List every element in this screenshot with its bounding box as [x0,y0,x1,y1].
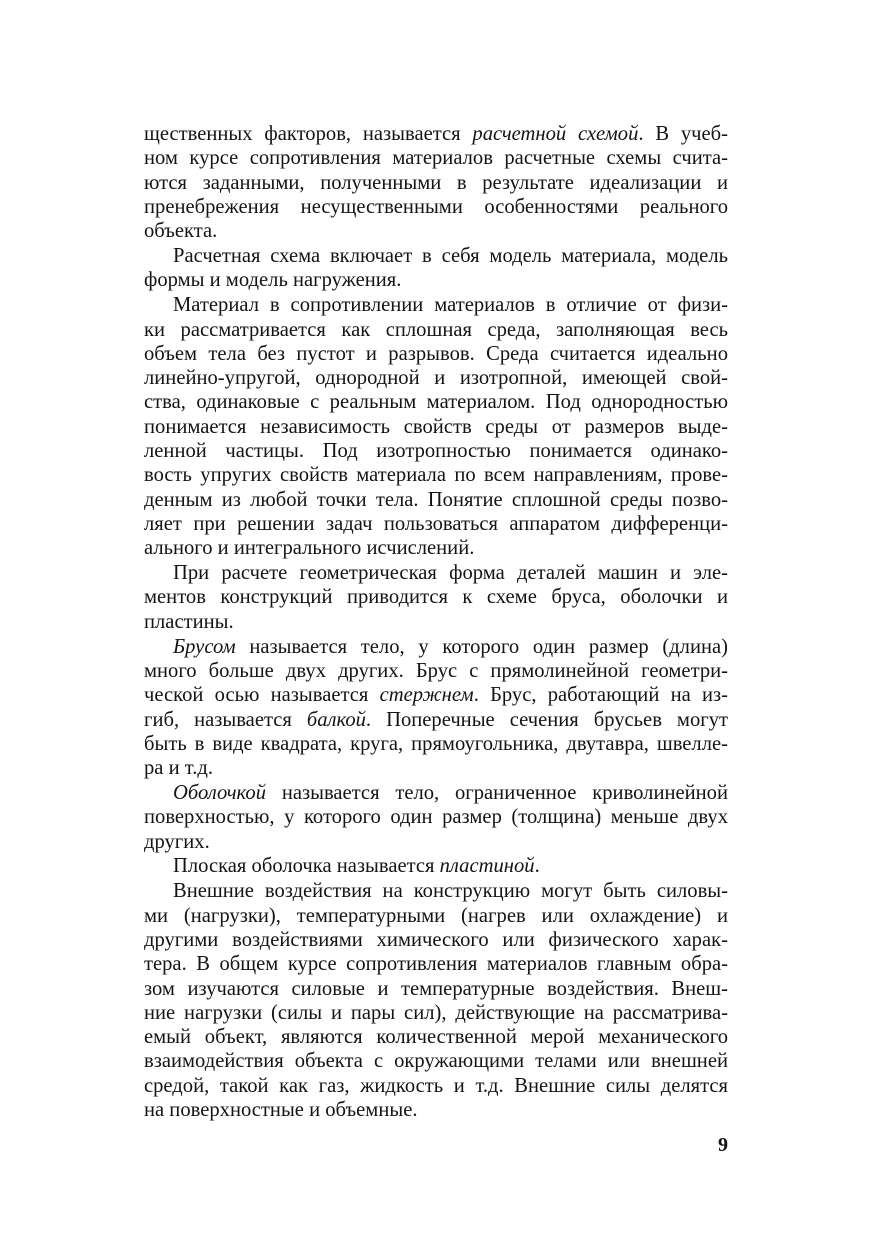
text-line [144,342,728,366]
text-line [144,952,728,976]
text-run: тера. В общем курсе сопротивления материалов главным обра- [144,953,728,976]
paragraph [144,854,728,878]
text-line [144,879,728,903]
text-run: формы и модель нагружения. [144,269,402,292]
text-run: ми (нагрузки), температурными (нагрев или охлаждение) и [144,904,728,927]
text-line [144,244,728,268]
text-line [144,512,728,536]
text-run: ческой осью называется [144,684,380,707]
text-line [144,439,728,463]
text-run: ки рассматривается как сплошная среда, заполняющая весь [144,318,728,341]
text-run: щественных факторов, называется [144,123,473,145]
text-line [144,536,728,560]
text-line [144,366,728,390]
paragraph [144,244,728,293]
text-run: средой, такой как газ, жидкость и т.д. Внешние силы делятся [144,1074,728,1097]
text-run: ленной частицы. Под изотропностью понимается одинако- [144,440,728,463]
text-line [144,1098,728,1122]
page-number: 9 [718,1134,728,1156]
text-run: пренебрежения несущественными особенностями реального [144,195,728,218]
text-run: на поверхностные и объемные. [144,1099,418,1122]
text-line [144,756,728,780]
text-line [144,1025,728,1049]
text-run: ального и интегрального исчислений. [144,537,475,560]
text-run: линейно-упругой, однородной и изотропной, имеющей свой- [144,367,728,390]
text-run: . Брус, работающий на из- [473,684,728,707]
italic-term: Оболочкой [173,781,267,804]
italic-term: пластиной [439,855,535,878]
page-body [144,122,728,1122]
text-line [144,1049,728,1073]
text-run: Внешние воздействия на конструкцию могут быть силовы- [173,880,728,903]
text-run: быть в виде квадрата, круга, прямоугольника, двутавра, швелле- [144,732,728,755]
text-line [144,854,728,878]
text-run: денным из любой точки тела. Понятие сплошной среды позво- [144,488,728,511]
text-run: Расчетная схема включает в себя модель материала, модель [173,245,728,268]
text-run: При расчете геометрическая форма деталей машин и эле- [173,562,728,585]
text-run: емый объект, являются количественной мерой механического [144,1026,728,1049]
paragraph [144,781,728,854]
text-line [144,708,728,732]
text-line [144,1074,728,1098]
text-run: ном курсе сопротивления материалов расчетные схемы счита- [144,147,728,170]
text-line [144,219,728,243]
text-line [144,805,728,829]
text-run: ства, одинаковые с реальным материалом. Под однородностью [144,391,728,414]
text-line [144,904,728,928]
text-line [144,683,728,707]
text-line [144,1001,728,1025]
text-line [144,415,728,439]
paragraph [144,879,728,1122]
italic-term: расчетной схемой [472,123,639,145]
paragraph [144,561,728,634]
text-run: объем тела без пустот и разрывов. Среда считается идеально [144,342,728,365]
text-line [144,146,728,170]
text-line [144,318,728,342]
text-line [144,463,728,487]
text-run: пластины. [144,610,234,633]
text-line [144,635,728,659]
text-line [144,781,728,805]
text-run: называется тело, ограниченное криволинейной [266,781,728,804]
text-run: Материал в сопротивлении материалов в отличие от физи- [173,294,728,317]
paragraph [144,122,728,243]
text-run: понимается независимость свойств среды от размеров выде- [144,415,728,438]
text-line [144,732,728,756]
text-run: . [534,855,540,878]
text-line [144,171,728,195]
text-line [144,195,728,219]
text-line [144,928,728,952]
text-run: Плоская оболочка называется [173,855,440,878]
text-run: ра и т.д. [144,757,213,780]
text-run: объекта. [144,220,218,243]
text-run: зом изучаются силовые и температурные воздействия. Внеш- [144,977,728,1000]
paragraph [144,293,728,560]
text-run: ментов конструкций приводится к схеме бруса, оболочки и [144,586,728,609]
paragraph [144,635,728,781]
text-line [144,122,728,146]
text-line [144,390,728,414]
text-run: гиб, называется [144,708,307,731]
text-run: поверхностью, у которого один размер (толщина) меньше двух [144,806,728,829]
text-run: ние нагрузки (силы и пары сил), действующие на рассматрива- [144,1001,728,1024]
italic-term: балкой [306,708,366,731]
italic-term: Брусом [173,635,236,658]
text-line [144,585,728,609]
text-line [144,488,728,512]
text-run: ются заданными, полученными в результате идеализации и [144,171,728,194]
text-run: вость упругих свойств материала по всем направлениям, прове- [144,464,728,487]
text-line [144,977,728,1001]
text-line [144,293,728,317]
italic-term: стержнем [379,684,474,707]
text-run: другими воздействиями химического или физического харак- [144,928,728,951]
text-line [144,659,728,683]
text-line [144,830,728,854]
text-run: называется тело, у которого один размер (длина) [235,635,728,658]
text-run: других. [144,830,210,853]
text-line [144,610,728,634]
text-run: . В учеб- [638,123,728,145]
text-line [144,268,728,292]
text-line [144,561,728,585]
text-run: ляет при решении задач пользоваться аппаратом дифференци- [144,512,728,535]
text-run: взаимодействия объекта с окружающими телами или внешней [144,1050,728,1073]
text-run: . Поперечные сечения брусьев могут [365,708,729,731]
text-run: много больше двух других. Брус с прямолинейной геометри- [144,659,728,682]
